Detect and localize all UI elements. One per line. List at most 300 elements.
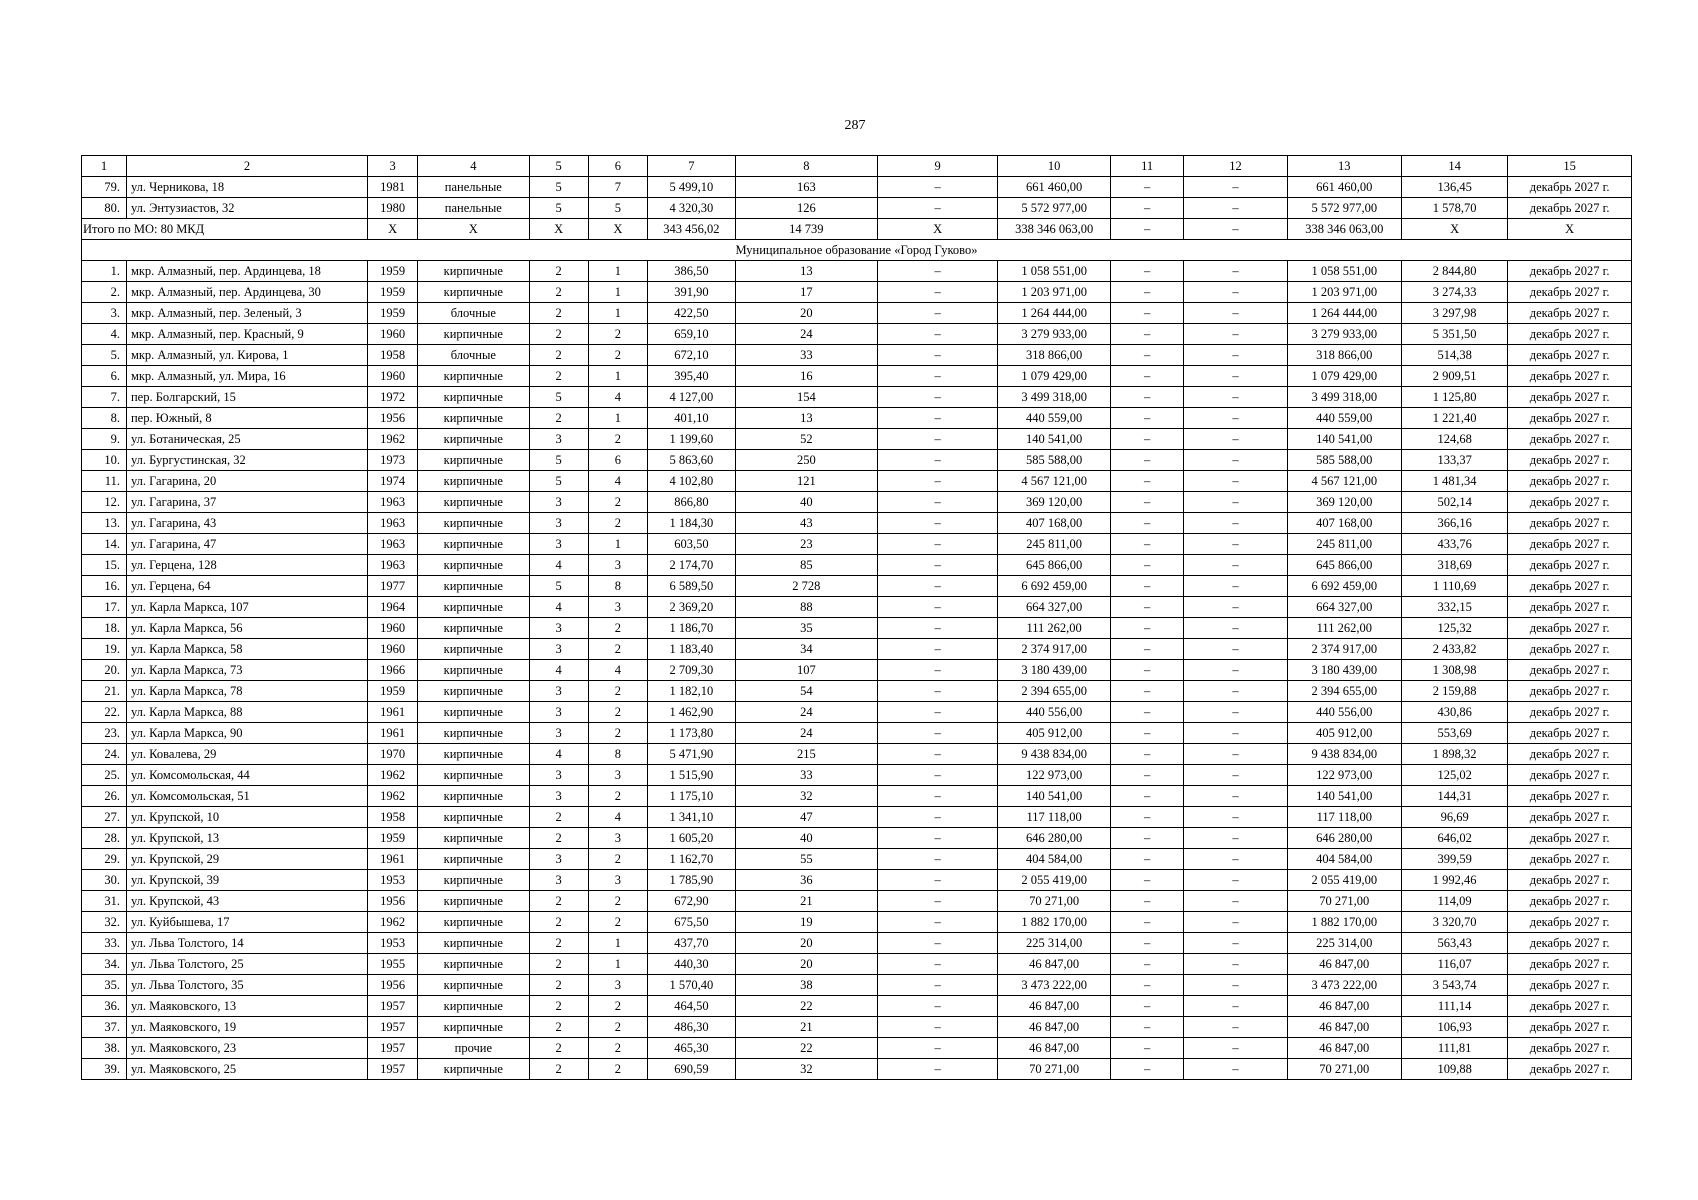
per-m2-cell: 332,15	[1402, 597, 1508, 618]
entrances-cell: 2	[588, 996, 647, 1017]
col11-cell: –	[1110, 303, 1184, 324]
entrances-cell: 4	[588, 807, 647, 828]
total-cell: 3 279 933,00	[1287, 324, 1401, 345]
floors-cell: 2	[529, 891, 588, 912]
row-number: 19.	[82, 639, 127, 660]
col11-cell: –	[1110, 513, 1184, 534]
table-row	[82, 387, 1632, 408]
col12-cell: –	[1184, 912, 1287, 933]
floors-cell: 2	[529, 282, 588, 303]
material-cell: кирпичные	[418, 786, 529, 807]
cost-cell: 46 847,00	[998, 1038, 1110, 1059]
address-cell: ул. Гагарина, 47	[126, 534, 367, 555]
material-cell: кирпичные	[418, 828, 529, 849]
floors-cell: 2	[529, 261, 588, 282]
area-cell: 1 182,10	[648, 681, 736, 702]
row-number: 6.	[82, 366, 127, 387]
entrances-cell: 2	[588, 912, 647, 933]
col9-cell: –	[877, 660, 998, 681]
cost-cell: 9 438 834,00	[998, 744, 1110, 765]
col9-cell: –	[877, 1059, 998, 1080]
page-number: 287	[844, 118, 866, 133]
total-cell: 407 168,00	[1287, 513, 1401, 534]
total-cell: 3 180 439,00	[1287, 660, 1401, 681]
cost-cell: 585 588,00	[998, 450, 1110, 471]
col11-cell: –	[1110, 996, 1184, 1017]
year-cell: 1970	[368, 744, 418, 765]
year-cell: 1956	[368, 975, 418, 996]
summary-entrances-cell: X	[588, 219, 647, 240]
column-header-13: 13	[1287, 156, 1401, 177]
col9-cell: –	[877, 324, 998, 345]
cost-cell: 140 541,00	[998, 429, 1110, 450]
col12-cell: –	[1184, 471, 1287, 492]
col9-cell: –	[877, 807, 998, 828]
residents-cell: 20	[735, 933, 877, 954]
deadline-cell: декабрь 2027 г.	[1508, 912, 1632, 933]
material-cell: кирпичные	[418, 429, 529, 450]
entrances-cell: 1	[588, 534, 647, 555]
row-number: 37.	[82, 1017, 127, 1038]
entrances-cell: 2	[588, 786, 647, 807]
material-cell: кирпичные	[418, 492, 529, 513]
residents-cell: 34	[735, 639, 877, 660]
residents-cell: 22	[735, 1038, 877, 1059]
cost-cell: 70 271,00	[998, 891, 1110, 912]
floors-cell: 3	[529, 681, 588, 702]
material-cell: кирпичные	[418, 849, 529, 870]
col9-cell: –	[877, 891, 998, 912]
row-number: 34.	[82, 954, 127, 975]
total-cell: 46 847,00	[1287, 954, 1401, 975]
area-cell: 690,59	[648, 1059, 736, 1080]
address-cell: ул. Комсомольская, 51	[126, 786, 367, 807]
floors-cell: 5	[529, 576, 588, 597]
per-m2-cell: 1 221,40	[1402, 408, 1508, 429]
col11-cell: –	[1110, 492, 1184, 513]
residents-cell: 24	[735, 702, 877, 723]
residents-cell: 20	[735, 303, 877, 324]
address-cell: ул. Гагарина, 37	[126, 492, 367, 513]
total-cell: 5 572 977,00	[1287, 198, 1401, 219]
residents-cell: 54	[735, 681, 877, 702]
area-cell: 1 184,30	[648, 513, 736, 534]
deadline-cell: декабрь 2027 г.	[1508, 492, 1632, 513]
table-row	[82, 849, 1632, 870]
year-cell: 1963	[368, 534, 418, 555]
address-cell: ул. Льва Толстого, 35	[126, 975, 367, 996]
col9-cell: –	[877, 1017, 998, 1038]
address-cell: ул. Крупской, 10	[126, 807, 367, 828]
year-cell: 1960	[368, 639, 418, 660]
total-cell: 140 541,00	[1287, 786, 1401, 807]
area-cell: 1 183,40	[648, 639, 736, 660]
table-row	[82, 324, 1632, 345]
per-m2-cell: 2 844,80	[1402, 261, 1508, 282]
year-cell: 1966	[368, 660, 418, 681]
column-header-3: 3	[368, 156, 418, 177]
material-cell: кирпичные	[418, 450, 529, 471]
per-m2-cell: 2 159,88	[1402, 681, 1508, 702]
table-row	[82, 198, 1632, 219]
total-cell: 111 262,00	[1287, 618, 1401, 639]
residents-cell: 47	[735, 807, 877, 828]
floors-cell: 2	[529, 366, 588, 387]
year-cell: 1958	[368, 345, 418, 366]
deadline-cell: декабрь 2027 г.	[1508, 576, 1632, 597]
row-number: 14.	[82, 534, 127, 555]
floors-cell: 2	[529, 828, 588, 849]
address-cell: ул. Льва Толстого, 25	[126, 954, 367, 975]
entrances-cell: 1	[588, 954, 647, 975]
col12-cell: –	[1184, 975, 1287, 996]
col9-cell: –	[877, 408, 998, 429]
total-cell: 46 847,00	[1287, 996, 1401, 1017]
table-row	[82, 639, 1632, 660]
residents-cell: 88	[735, 597, 877, 618]
row-number: 28.	[82, 828, 127, 849]
entrances-cell: 1	[588, 261, 647, 282]
col9-cell: –	[877, 555, 998, 576]
col9-cell: –	[877, 597, 998, 618]
floors-cell: 5	[529, 471, 588, 492]
floors-cell: 3	[529, 492, 588, 513]
col9-cell: –	[877, 954, 998, 975]
cost-cell: 70 271,00	[998, 1059, 1110, 1080]
col11-cell: –	[1110, 366, 1184, 387]
table-row	[82, 345, 1632, 366]
summary-col12-cell: –	[1184, 219, 1287, 240]
material-cell: кирпичные	[418, 1017, 529, 1038]
floors-cell: 3	[529, 534, 588, 555]
material-cell: кирпичные	[418, 366, 529, 387]
col9-cell: –	[877, 534, 998, 555]
area-cell: 2 369,20	[648, 597, 736, 618]
col12-cell: –	[1184, 429, 1287, 450]
cost-cell: 2 394 655,00	[998, 681, 1110, 702]
col12-cell: –	[1184, 786, 1287, 807]
col11-cell: –	[1110, 870, 1184, 891]
col9-cell: –	[877, 261, 998, 282]
material-cell: кирпичные	[418, 954, 529, 975]
material-cell: кирпичные	[418, 933, 529, 954]
col9-cell: –	[877, 912, 998, 933]
row-number: 20.	[82, 660, 127, 681]
row-number: 17.	[82, 597, 127, 618]
residents-cell: 40	[735, 492, 877, 513]
cost-cell: 140 541,00	[998, 786, 1110, 807]
residents-cell: 32	[735, 1059, 877, 1080]
row-number: 27.	[82, 807, 127, 828]
cost-cell: 1 203 971,00	[998, 282, 1110, 303]
column-header-7: 7	[648, 156, 736, 177]
deadline-cell: декабрь 2027 г.	[1508, 597, 1632, 618]
floors-cell: 2	[529, 1059, 588, 1080]
cost-cell: 5 572 977,00	[998, 198, 1110, 219]
col12-cell: –	[1184, 450, 1287, 471]
col12-cell: –	[1184, 744, 1287, 765]
total-cell: 1 203 971,00	[1287, 282, 1401, 303]
cost-cell: 2 374 917,00	[998, 639, 1110, 660]
floors-cell: 2	[529, 954, 588, 975]
per-m2-cell: 399,59	[1402, 849, 1508, 870]
cost-cell: 117 118,00	[998, 807, 1110, 828]
per-m2-cell: 2 433,82	[1402, 639, 1508, 660]
col11-cell: –	[1110, 177, 1184, 198]
address-cell: ул. Ковалева, 29	[126, 744, 367, 765]
entrances-cell: 1	[588, 408, 647, 429]
floors-cell: 2	[529, 975, 588, 996]
residents-cell: 16	[735, 366, 877, 387]
address-cell: ул. Карла Маркса, 107	[126, 597, 367, 618]
material-cell: кирпичные	[418, 408, 529, 429]
col11-cell: –	[1110, 198, 1184, 219]
floors-cell: 2	[529, 1038, 588, 1059]
col9-cell: –	[877, 492, 998, 513]
area-cell: 1 186,70	[648, 618, 736, 639]
row-number: 15.	[82, 555, 127, 576]
summary-col9-cell: X	[877, 219, 998, 240]
row-number: 5.	[82, 345, 127, 366]
total-cell: 405 912,00	[1287, 723, 1401, 744]
per-m2-cell: 144,31	[1402, 786, 1508, 807]
year-cell: 1963	[368, 555, 418, 576]
col9-cell: –	[877, 849, 998, 870]
col12-cell: –	[1184, 891, 1287, 912]
col9-cell: –	[877, 450, 998, 471]
area-cell: 465,30	[648, 1038, 736, 1059]
row-number: 21.	[82, 681, 127, 702]
table-row	[82, 954, 1632, 975]
year-cell: 1972	[368, 387, 418, 408]
material-cell: кирпичные	[418, 723, 529, 744]
row-number: 10.	[82, 450, 127, 471]
material-cell: кирпичные	[418, 534, 529, 555]
residents-cell: 38	[735, 975, 877, 996]
residents-cell: 40	[735, 828, 877, 849]
residents-cell: 23	[735, 534, 877, 555]
col11-cell: –	[1110, 912, 1184, 933]
per-m2-cell: 563,43	[1402, 933, 1508, 954]
col11-cell: –	[1110, 429, 1184, 450]
row-number: 8.	[82, 408, 127, 429]
per-m2-cell: 433,76	[1402, 534, 1508, 555]
col12-cell: –	[1184, 534, 1287, 555]
year-cell: 1973	[368, 450, 418, 471]
floors-cell: 3	[529, 429, 588, 450]
table-row	[82, 513, 1632, 534]
floors-cell: 3	[529, 513, 588, 534]
material-cell: кирпичные	[418, 870, 529, 891]
area-cell: 672,10	[648, 345, 736, 366]
material-cell: кирпичные	[418, 639, 529, 660]
floors-cell: 3	[529, 618, 588, 639]
table-row	[82, 870, 1632, 891]
col12-cell: –	[1184, 660, 1287, 681]
floors-cell: 2	[529, 324, 588, 345]
address-cell: ул. Гагарина, 20	[126, 471, 367, 492]
entrances-cell: 2	[588, 345, 647, 366]
year-cell: 1962	[368, 912, 418, 933]
total-cell: 440 559,00	[1287, 408, 1401, 429]
col11-cell: –	[1110, 786, 1184, 807]
year-cell: 1959	[368, 303, 418, 324]
col9-cell: –	[877, 765, 998, 786]
floors-cell: 4	[529, 555, 588, 576]
row-number: 32.	[82, 912, 127, 933]
floors-cell: 4	[529, 660, 588, 681]
area-cell: 391,90	[648, 282, 736, 303]
area-cell: 866,80	[648, 492, 736, 513]
col9-cell: –	[877, 303, 998, 324]
material-cell: кирпичные	[418, 261, 529, 282]
residents-cell: 24	[735, 324, 877, 345]
col12-cell: –	[1184, 408, 1287, 429]
table-row	[82, 702, 1632, 723]
cost-cell: 1 264 444,00	[998, 303, 1110, 324]
summary-area-cell: 343 456,02	[648, 219, 736, 240]
col9-cell: –	[877, 177, 998, 198]
per-m2-cell: 1 308,98	[1402, 660, 1508, 681]
column-header-14: 14	[1402, 156, 1508, 177]
col12-cell: –	[1184, 807, 1287, 828]
col11-cell: –	[1110, 660, 1184, 681]
floors-cell: 5	[529, 177, 588, 198]
table-row	[82, 975, 1632, 996]
area-cell: 5 863,60	[648, 450, 736, 471]
residents-cell: 2 728	[735, 576, 877, 597]
area-cell: 675,50	[648, 912, 736, 933]
col9-cell: –	[877, 681, 998, 702]
entrances-cell: 2	[588, 891, 647, 912]
deadline-cell: декабрь 2027 г.	[1508, 555, 1632, 576]
deadline-cell: декабрь 2027 г.	[1508, 261, 1632, 282]
table-row	[82, 303, 1632, 324]
total-cell: 664 327,00	[1287, 597, 1401, 618]
col11-cell: –	[1110, 849, 1184, 870]
col12-cell: –	[1184, 261, 1287, 282]
area-cell: 1 462,90	[648, 702, 736, 723]
cost-cell: 404 584,00	[998, 849, 1110, 870]
row-number: 22.	[82, 702, 127, 723]
residents-cell: 20	[735, 954, 877, 975]
table-row	[82, 618, 1632, 639]
area-cell: 1 570,40	[648, 975, 736, 996]
col11-cell: –	[1110, 702, 1184, 723]
material-cell: кирпичные	[418, 282, 529, 303]
residents-cell: 163	[735, 177, 877, 198]
entrances-cell: 6	[588, 450, 647, 471]
column-header-1: 1	[82, 156, 127, 177]
deadline-cell: декабрь 2027 г.	[1508, 387, 1632, 408]
col12-cell: –	[1184, 345, 1287, 366]
total-cell: 3 473 222,00	[1287, 975, 1401, 996]
col9-cell: –	[877, 723, 998, 744]
table-row	[82, 261, 1632, 282]
col12-cell: –	[1184, 387, 1287, 408]
row-number: 79.	[82, 177, 127, 198]
residents-cell: 250	[735, 450, 877, 471]
year-cell: 1962	[368, 786, 418, 807]
col9-cell: –	[877, 639, 998, 660]
col11-cell: –	[1110, 450, 1184, 471]
total-cell: 117 118,00	[1287, 807, 1401, 828]
year-cell: 1961	[368, 849, 418, 870]
total-cell: 245 811,00	[1287, 534, 1401, 555]
area-cell: 440,30	[648, 954, 736, 975]
table-row	[82, 891, 1632, 912]
table-row	[82, 996, 1632, 1017]
table-row	[82, 765, 1632, 786]
residents-cell: 17	[735, 282, 877, 303]
residents-cell: 22	[735, 996, 877, 1017]
deadline-cell: декабрь 2027 г.	[1508, 408, 1632, 429]
deadline-cell: декабрь 2027 г.	[1508, 702, 1632, 723]
area-cell: 386,50	[648, 261, 736, 282]
entrances-cell: 2	[588, 429, 647, 450]
summary-cost-cell: 338 346 063,00	[998, 219, 1110, 240]
table-row	[82, 429, 1632, 450]
total-cell: 225 314,00	[1287, 933, 1401, 954]
floors-cell: 2	[529, 408, 588, 429]
total-cell: 122 973,00	[1287, 765, 1401, 786]
address-cell: ул. Маяковского, 13	[126, 996, 367, 1017]
table-row	[82, 786, 1632, 807]
address-cell: ул. Крупской, 39	[126, 870, 367, 891]
col9-cell: –	[877, 282, 998, 303]
entrances-cell: 1	[588, 303, 647, 324]
summary-col11-cell: –	[1110, 219, 1184, 240]
total-cell: 1 058 551,00	[1287, 261, 1401, 282]
cost-cell: 407 168,00	[998, 513, 1110, 534]
col11-cell: –	[1110, 639, 1184, 660]
total-cell: 318 866,00	[1287, 345, 1401, 366]
area-cell: 1 199,60	[648, 429, 736, 450]
section-title: Муниципальное образование «Город Гуково»	[82, 240, 1632, 261]
total-cell: 2 394 655,00	[1287, 681, 1401, 702]
deadline-cell: декабрь 2027 г.	[1508, 471, 1632, 492]
area-cell: 5 471,90	[648, 744, 736, 765]
residents-cell: 13	[735, 408, 877, 429]
col9-cell: –	[877, 513, 998, 534]
section-title-row	[82, 240, 1632, 261]
col12-cell: –	[1184, 828, 1287, 849]
cost-cell: 664 327,00	[998, 597, 1110, 618]
year-cell: 1960	[368, 618, 418, 639]
entrances-cell: 1	[588, 366, 647, 387]
per-m2-cell: 1 481,34	[1402, 471, 1508, 492]
deadline-cell: декабрь 2027 г.	[1508, 849, 1632, 870]
area-cell: 1 341,10	[648, 807, 736, 828]
col9-cell: –	[877, 933, 998, 954]
col12-cell: –	[1184, 870, 1287, 891]
row-number: 35.	[82, 975, 127, 996]
material-cell: кирпичные	[418, 555, 529, 576]
floors-cell: 3	[529, 723, 588, 744]
column-header-11: 11	[1110, 156, 1184, 177]
entrances-cell: 8	[588, 744, 647, 765]
cost-cell: 46 847,00	[998, 1017, 1110, 1038]
row-number: 30.	[82, 870, 127, 891]
floors-cell: 3	[529, 870, 588, 891]
row-number: 4.	[82, 324, 127, 345]
entrances-cell: 3	[588, 765, 647, 786]
deadline-cell: декабрь 2027 г.	[1508, 1017, 1632, 1038]
address-cell: ул. Ботаническая, 25	[126, 429, 367, 450]
address-cell: пер. Южный, 8	[126, 408, 367, 429]
column-header-6: 6	[588, 156, 647, 177]
area-cell: 4 320,30	[648, 198, 736, 219]
